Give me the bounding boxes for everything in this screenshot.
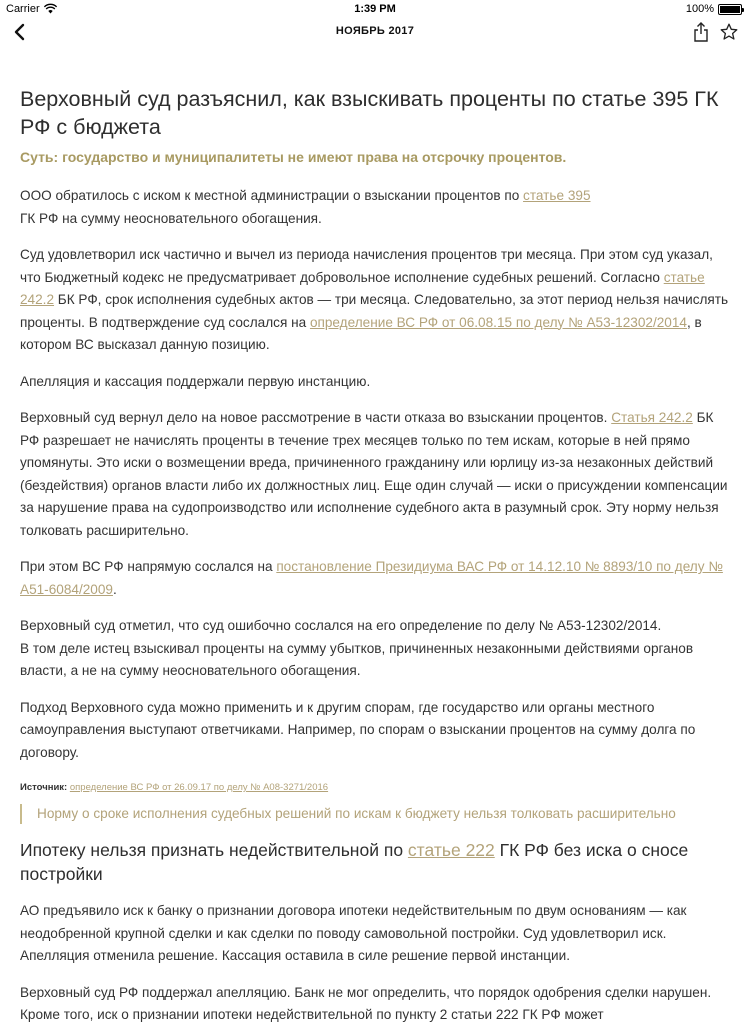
battery-icon	[718, 4, 742, 15]
nav-bar	[0, 18, 750, 46]
link-ruling-06-08-15[interactable]: определение ВС РФ от 06.08.15 по делу № А53-12302/2014	[309, 314, 687, 330]
article2-paragraph-1: АО предъявило иск к банку о признании договора ипотеки недействительным по двум основаниям — как неодобренной крупной сделки и как сделки по поводу самовольной постройки. Суд удовлетворил иск. Апелляция отменила решение. Кассация оставила в силе решение первой инстанции.	[20, 903, 687, 963]
carrier-label: Carrier	[6, 3, 40, 15]
link-statya-242-2[interactable]: Статья 242.2	[611, 410, 693, 425]
status-bar	[0, 0, 750, 18]
title-text: Ипотеку нельзя признать недействительной по	[20, 840, 408, 860]
link-vas-resolution[interactable]: постановление Президиума ВАС РФ от 14.12.10 № 8893/10 по делу № А51-6084/2009	[20, 559, 723, 597]
favorite-button[interactable]	[718, 21, 740, 43]
paragraph-text: При этом ВС РФ напрямую сослался на	[20, 559, 277, 574]
paragraph-text: БК РФ, срок исполнения судебных актов — три месяца. Следовательно, за этот период нельзя начислять проценты. В подтверждение суд сослался на	[20, 292, 729, 330]
status-time: 1:39 PM	[354, 3, 396, 15]
paragraph-text: .	[112, 581, 117, 597]
paragraph-4	[20, 407, 732, 542]
article-summary: Суть: государство и муниципалитеты не имеют права на отсрочку процентов.	[20, 149, 567, 165]
paragraph-text: Суд удовлетворил иск частично и вычел из периода начисления процентов три месяца. При этом суд указал, что Бюджетный кодекс не предусматривает добровольное исполнение судебных решений. Согласно	[20, 247, 713, 285]
status-right	[686, 3, 742, 15]
link-article-222[interactable]: статье 222	[407, 840, 495, 860]
source-link[interactable]: определение ВС РФ от 26.09.17 по делу № А08-3271/2016	[69, 782, 329, 793]
nav-title: НОЯБРЬ 2017	[335, 25, 415, 37]
paragraph-7: Подход Верховного суда можно применить и к другим спорам, где государство или органы местного самоуправления выступают ответчиками. Например, по спорам о взыскании процентов на сумму долга по договору.	[20, 699, 696, 760]
share-icon	[693, 22, 709, 42]
article2-title	[20, 838, 732, 886]
paragraph-text: БК РФ разрешает не начислять проценты в течение трех месяцев только по тем искам, которые в ней прямо упомянуты. Это иски о возмещении вреда, причиненного гражданину или юрлицу из-за незаконных действий (бездействия) органов власти либо их должностных лиц. Еще один случай — иски о присуждении компенсации за нарушение права на судопроизводство или исполнение судебного акта в разумный срок. Эту норму нельзя толковать расширительно.	[20, 410, 728, 538]
paragraph-text: Верховный суд вернул дело на новое рассмотрение в части отказа во взыскании процентов.	[20, 410, 612, 425]
paragraph-3: Апелляция и кассация поддержали первую инстанцию.	[20, 373, 371, 389]
link-article-395[interactable]: статье 395	[523, 188, 591, 203]
paragraph-2	[20, 244, 732, 357]
source-line	[20, 782, 732, 793]
star-icon	[720, 23, 738, 41]
paragraph-text: Верховный суд отметил, что суд ошибочно сослался на его определение по делу № А53-12302/2014.	[20, 618, 662, 633]
link-article-242-2[interactable]: статье 242.2	[20, 269, 705, 307]
paragraph-text: В том деле истец взыскивал проценты на сумму убытков, причиненных незаконными действиями органов власти, а не на сумму неосновательного обогащения.	[20, 640, 694, 678]
paragraph-6	[20, 615, 732, 683]
battery-fill	[720, 6, 740, 13]
article-title: Верховный суд разъяснил, как взыскивать проценты по статье 395 ГК РФ с бюджета	[20, 87, 719, 139]
paragraph-1	[20, 185, 732, 230]
article2-paragraph-2: Верховный суд РФ поддержал апелляцию. Банк не мог определить, что порядок одобрения сделки нарушен. Кроме того, иск о признании ипотеки недействительной по пункту 2 статьи 222 ГК РФ может	[20, 984, 712, 1022]
paragraph-text: ООО обратилось с иском к местной администрации о взыскании процентов по	[20, 188, 524, 203]
paragraph-5	[20, 556, 732, 601]
pull-quote: Норму о сроке исполнения судебных решений по искам к бюджету нельзя толковать расширительно	[20, 804, 732, 824]
article-content	[20, 60, 732, 1027]
paragraph-text: ГК РФ на сумму неосновательного обогащения.	[20, 210, 322, 226]
share-button[interactable]	[690, 21, 712, 43]
paragraph-text: , в котором ВС высказал данную позицию.	[20, 314, 702, 352]
source-label: Источник:	[20, 782, 68, 793]
battery-percent: 100%	[685, 3, 714, 15]
title-text: ГК РФ без иска о сносе постройки	[20, 840, 689, 884]
